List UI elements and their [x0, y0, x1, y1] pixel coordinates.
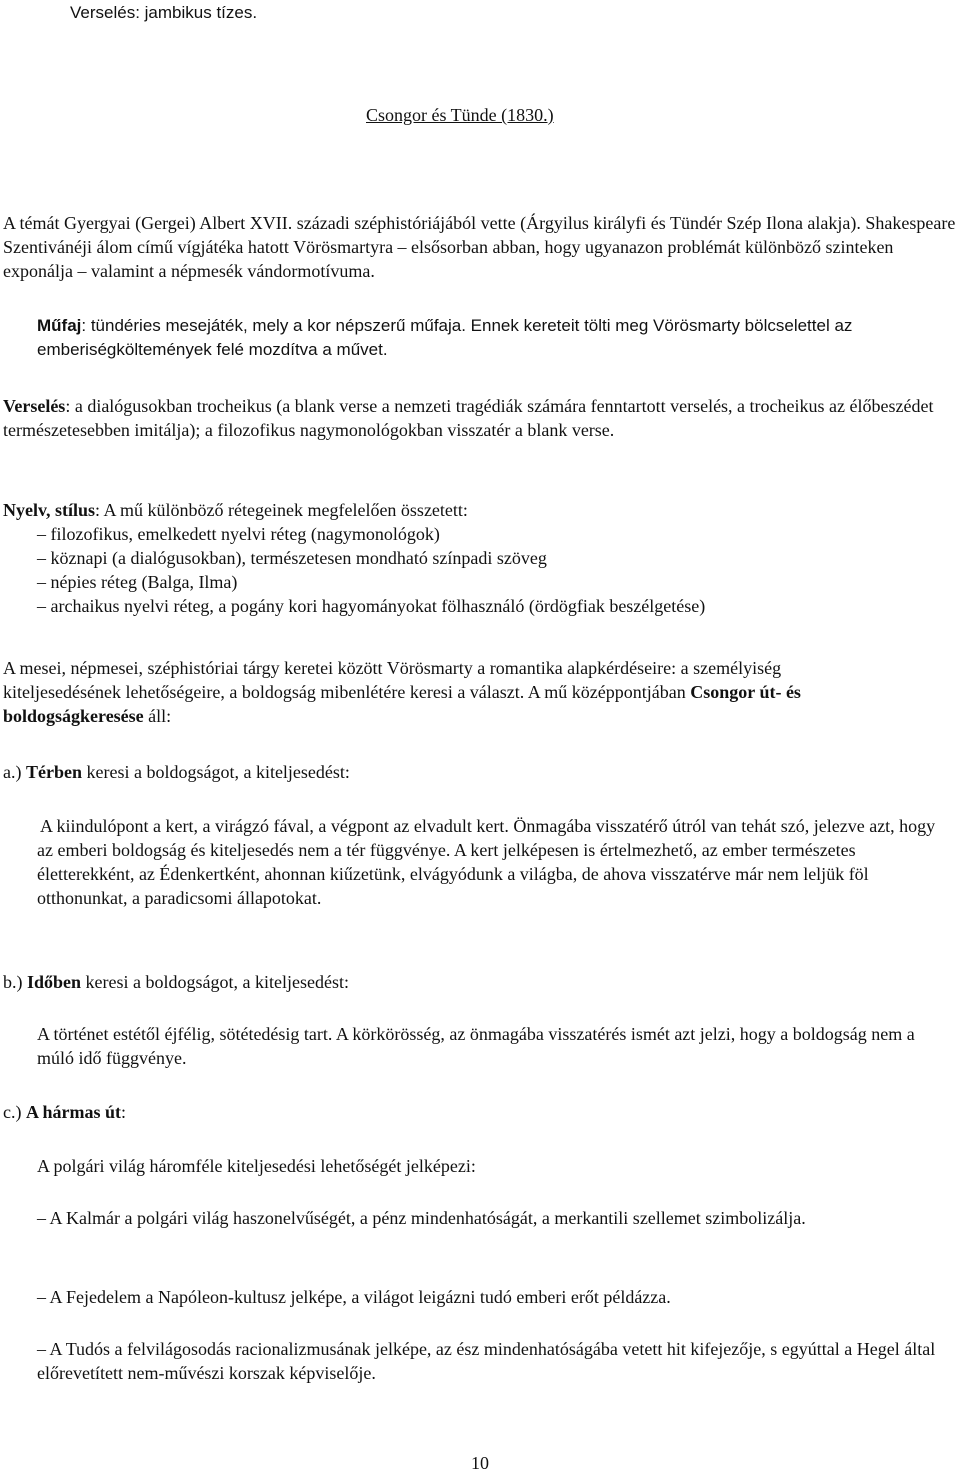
section-b-rest: keresi a boldogságot, a kiteljesedést:	[81, 972, 349, 992]
page-number: 10	[471, 1453, 489, 1473]
section-b-prefix: b.)	[3, 972, 27, 992]
list-item: – filozofikus, emelkedett nyelvi réteg (nagymonológok)	[37, 524, 440, 544]
mufaj-label: Műfaj	[37, 316, 82, 335]
section-b-heading	[3, 970, 903, 994]
list-item: – A Tudós a felvilágosodás racionalizmusának jelképe, az ész mindenhatóságába vetett hit kifejezője, s egyúttal a Hegel által előrevetített nem-művészi korszak képviselője.	[37, 1339, 936, 1383]
nyelv-heading	[3, 498, 958, 522]
summary-bold: Csongor út- és boldogságkeresése	[3, 682, 801, 726]
section-a-body: A kiindulópont a kert, a virágzó fával, a végpont az elvadult kert. Önmagába visszatérő útról van tehát szó, jelezve azt, hogy az emberi boldogság és kiteljesedés nem a tér függvénye. A kert jelképesen is értelmezhető, az ember természetes életterekként, az Édenkertként, ahonnan kiűzetünk, elvágyódunk a világba, de ahova visszatérve már nem leljük föl otthonunkat, a paradicsomi állapotokat.	[37, 816, 936, 908]
title-link[interactable]: Csongor és Tünde (1830.)	[366, 105, 554, 125]
nyelv-label: Nyelv, stílus	[3, 500, 96, 520]
intro-paragraph: A témát Gyergyai (Gergei) Albert XVII. századi széphistóriájából vette (Árgyilus királyfi és Tündér Szép Ilona alakja). Shakespeare Szentivánéji álom című vígjátéka hatott Vörösmartyra – elsősorban abban, hogy ugyanazon problémát különböző szinteken exponálja – valamint a népmesék vándormotívuma.	[3, 213, 956, 281]
verseles-label: Verselés	[3, 396, 66, 416]
list-item: – köznapi (a dialógusokban), természetesen mondható színpadi szöveg	[37, 548, 547, 568]
nyelv-section	[3, 498, 958, 618]
section-b-body: A történet estétől éjfélig, sötétedésig tart. A körkörösség, az önmagába visszatérés ismét azt jelzi, hogy a boldogság nem a múló idő függvénye.	[37, 1024, 915, 1068]
nyelv-text: : A mű különböző rétegeinek megfelelően összetett:	[95, 500, 468, 520]
list-item: – A Kalmár a polgári világ haszonelvűségét, a pénz mindenhatóságát, a merkantili szellemet szimbolizálja.	[37, 1208, 806, 1228]
verseles-text: : a dialógusokban trocheikus (a blank verse a nemzeti tragédiák számára fenntartott verselés, a trocheikus az élőbeszédet természetesebben imitálja); a filozofikus nagymonológokban visszatér a blank verse.	[3, 396, 934, 440]
nyelv-list	[3, 522, 958, 618]
section-a-prefix: a.)	[3, 762, 26, 782]
section-a-heading	[3, 760, 903, 784]
section-c-rest: :	[121, 1102, 127, 1122]
list-item: – A Fejedelem a Napóleon-kultusz jelképe, a világot leigázni tudó emberi erőt példázza.	[37, 1287, 671, 1307]
section-c-heading	[3, 1100, 903, 1124]
verseles-paragraph	[3, 394, 958, 442]
section-a-rest: keresi a boldogságot, a kiteljesedést:	[81, 762, 350, 782]
summary-text-after: áll:	[143, 706, 172, 726]
list-item: – népies réteg (Balga, Ilma)	[37, 572, 238, 592]
section-c-intro: A polgári világ háromféle kiteljesedési lehetőségét jelképezi:	[37, 1156, 476, 1176]
section-a-bold: Térben	[25, 762, 82, 782]
section-c-prefix: c.)	[3, 1102, 26, 1122]
verseles-meter-line: Verselés: jambikus tízes.	[70, 3, 258, 22]
section-c-bold: A hármas út	[25, 1102, 121, 1122]
summary-text-before: A mesei, népmesei, széphistóriai tárgy keretei között Vörösmarty a romantika alapkérdéseire: a személyiség kiteljesedésének lehetőségeire, a boldogság mibenlétére keresi a választ. A mű középpontjában	[3, 658, 782, 702]
mufaj-paragraph	[37, 314, 897, 362]
mufaj-text: : tündéries mesejáték, mely a kor népszerű műfaja. Ennek kereteit tölti meg Vörösmarty bölcselettel az emberiségköltemények felé mozdítva a művet.	[37, 316, 853, 359]
summary-paragraph	[3, 656, 893, 728]
section-b-bold: Időben	[27, 972, 82, 992]
list-item: – archaikus nyelvi réteg, a pogány kori hagyományokat fölhasználó (ördögfiak beszélgetése)	[37, 596, 706, 616]
